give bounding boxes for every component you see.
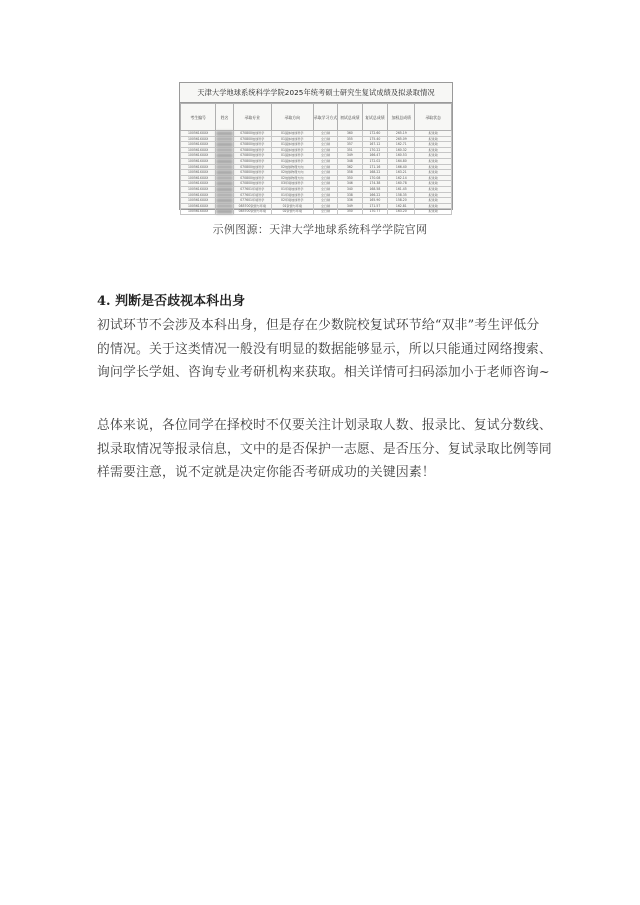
table-cell: 全日制	[313, 147, 337, 153]
table-cell: 170.22	[362, 147, 388, 153]
table-cell: 100561XXXX	[181, 186, 216, 192]
table-cell: 362	[338, 164, 362, 170]
table-cell: 336	[338, 198, 362, 204]
table-row	[181, 209, 452, 215]
table-cell: 100561XXXX	[181, 181, 216, 187]
table-cell: 070800地球科学	[233, 170, 271, 176]
table-cell: 100561XXXX	[181, 136, 216, 142]
blurred-name-cell	[216, 209, 234, 215]
table-cell: 070800地球科学	[233, 153, 271, 159]
table-header-row	[181, 104, 452, 131]
table-cell: 077601环境科学	[233, 198, 271, 204]
table-cell: 拟录取	[415, 203, 452, 209]
table-cell: 全日制	[313, 158, 337, 164]
table-cell: 349	[338, 203, 362, 209]
table-cell: 全日制	[313, 186, 337, 192]
table-cell: 357	[338, 142, 362, 148]
image-caption: 示例图源：天津大学地球系统科学学院官网	[212, 223, 428, 236]
table-cell: 166.22	[362, 192, 388, 198]
table-cell: 349	[338, 153, 362, 159]
table-cell: 070800地球科学	[233, 147, 271, 153]
table-cell: 170.08	[362, 175, 388, 181]
table-title: 天津大学地球系统科学学院2025年统考硕士研究生复试成绩及拟录取情况	[180, 83, 452, 103]
table-cell: 360	[338, 131, 362, 137]
table-cell: 077601环境科学	[233, 192, 271, 198]
table-cell: 100561XXXX	[181, 147, 216, 153]
table-cell: 02地球物理方向	[271, 164, 313, 170]
table-cell: 100561XXXX	[181, 203, 216, 209]
table-cell: 346	[338, 181, 362, 187]
table-cell: 161.45	[388, 186, 415, 192]
table-cell: 02地球物理方向	[271, 175, 313, 181]
table-cell: 拟录取	[415, 198, 452, 204]
table-cell: 03环境地球科学	[271, 181, 313, 187]
table-cell: 拟录取	[415, 181, 452, 187]
table-cell: 162.71	[388, 142, 415, 148]
table-cell: 拟录取	[415, 142, 452, 148]
table-cell: 拟录取	[415, 153, 452, 159]
table-cell: 拟录取	[415, 209, 452, 215]
table-cell: 全日制	[313, 153, 337, 159]
paragraph-line: 询问学长学姐、咨询专业考研机构来获取。相关详情可扫码添加小于老师咨询~	[97, 365, 550, 380]
table-cell: 全日制	[313, 192, 337, 198]
paragraph-1	[97, 314, 557, 385]
table-header-cell: 加权总成绩	[388, 104, 415, 131]
table-cell: 01环境地球科学	[271, 192, 313, 198]
table-cell: 163.20	[388, 209, 415, 215]
table-cell: 01固体地球科学	[271, 142, 313, 148]
table-cell: 100561XXXX	[181, 209, 216, 215]
table-header-cell: 录取方向	[271, 104, 313, 131]
table-cell: 全日制	[313, 181, 337, 187]
table-cell: 163.21	[388, 170, 415, 176]
table-cell: 355	[338, 136, 362, 142]
table-cell: 01固体地球科学	[271, 153, 313, 159]
table-header-cell: 录取状态	[415, 104, 452, 131]
table-header-cell: 复试总成绩	[362, 104, 388, 131]
table-cell: 070800地球科学	[233, 158, 271, 164]
table-cell: 100561XXXX	[181, 170, 216, 176]
table-cell: 167.12	[362, 142, 388, 148]
table-cell: 全日制	[313, 142, 337, 148]
table-cell: 拟录取	[415, 175, 452, 181]
table-header-cell: 姓名	[216, 104, 234, 131]
table-cell: 158.35	[388, 192, 415, 198]
table-cell: 拟录取	[415, 131, 452, 137]
table-cell: 085700资源与环境	[233, 203, 271, 209]
table-cell: 172.60	[362, 131, 388, 137]
table-cell: 02地球物理方向	[271, 170, 313, 176]
table-cell: 265.19	[388, 131, 415, 137]
table-cell: 172.02	[362, 158, 388, 164]
table-cell: 162.81	[388, 203, 415, 209]
table-header-cell: 录取专业	[233, 104, 271, 131]
table-cell: 166.40	[388, 164, 415, 170]
table-cell: 077601环境科学	[233, 186, 271, 192]
table-cell: 351	[338, 147, 362, 153]
table-cell: 070800地球科学	[233, 164, 271, 170]
table-cell: 100561XXXX	[181, 198, 216, 204]
table-cell: 全日制	[313, 203, 337, 209]
table-cell: 350	[338, 209, 362, 215]
table-cell: 全日制	[313, 198, 337, 204]
table-cell: 165.90	[362, 198, 388, 204]
table-cell: 100561XXXX	[181, 164, 216, 170]
paragraph-line: 拟录取情况等报录信息，文中的是否保护一志愿、是否压分、复试录取比例等同	[97, 441, 552, 457]
table-cell: 162.14	[388, 175, 415, 181]
table-cell: 01固体地球科学	[271, 147, 313, 153]
table-cell: 358	[338, 170, 362, 176]
table-cell: 拟录取	[415, 164, 452, 170]
table-cell: 01固体地球科学	[271, 158, 313, 164]
table-cell: 100561XXXX	[181, 192, 216, 198]
table-cell: 01固体地球科学	[271, 136, 313, 142]
table-cell: 170.77	[362, 209, 388, 215]
table-cell: 全日制	[313, 209, 337, 215]
table-cell: 174.38	[362, 181, 388, 187]
paragraph-line: 初试环节不会涉及本科出身，但是存在少数院校复试环节给“双非”考生评低分	[97, 318, 540, 333]
table-cell: 拟录取	[415, 136, 452, 142]
table-cell: 全日制	[313, 170, 337, 176]
table-cell: 168.22	[362, 170, 388, 176]
table-cell: 168.58	[362, 186, 388, 192]
table-cell: 160.32	[388, 147, 415, 153]
table-cell: 338	[338, 192, 362, 198]
admission-table	[180, 103, 452, 215]
table-cell: 070800地球科学	[233, 136, 271, 142]
table-cell: 171.57	[362, 203, 388, 209]
table-cell: 100561XXXX	[181, 142, 216, 148]
table-cell: 171.16	[362, 164, 388, 170]
table-cell: 01环境地球科学	[271, 186, 313, 192]
table-header-cell: 初试总成绩	[338, 104, 362, 131]
table-cell: 166.47	[362, 153, 388, 159]
table-cell: 070800地球科学	[233, 131, 271, 137]
table-cell: 全日制	[313, 136, 337, 142]
paragraph-line: 总体来说，各位同学在择校时不仅要关注计划录取人数、报录比、复试分数线、	[97, 418, 552, 433]
table-cell: 164.80	[388, 158, 415, 164]
table-cell: 全日制	[313, 131, 337, 137]
table-cell: 02环境地球科学	[271, 198, 313, 204]
table-cell: 070800地球科学	[233, 175, 271, 181]
table-header-cell: 录取学习方式	[313, 104, 337, 131]
table-cell: 01固体地球科学	[271, 131, 313, 137]
table-cell: 拟录取	[415, 192, 452, 198]
table-cell: 100561XXXX	[181, 153, 216, 159]
paragraph-2	[97, 414, 557, 485]
table-cell: 085700资源与环境	[233, 209, 271, 215]
table-cell: 340	[338, 186, 362, 192]
table-cell: 拟录取	[415, 158, 452, 164]
paragraph-line: 样需要注意，说不定就是决定你能否考研成功的关键因素！	[97, 465, 435, 480]
table-cell: 070800地球科学	[233, 181, 271, 187]
table-cell: 160.78	[388, 181, 415, 187]
table-cell: 175.40	[362, 136, 388, 142]
table-cell: 拟录取	[415, 170, 452, 176]
table-cell: 158.20	[388, 198, 415, 204]
paragraph-line: 的情况。关于这类情况一般没有明显的数据能够显示，所以只能通过网络搜索、	[97, 341, 552, 357]
table-cell: 350	[338, 175, 362, 181]
table-cell: 01资源与环境	[271, 203, 313, 209]
table-cell: 100561XXXX	[181, 158, 216, 164]
admission-table-image	[179, 82, 453, 214]
table-cell: 100561XXXX	[181, 175, 216, 181]
table-cell: 265.09	[388, 136, 415, 142]
table-cell: 全日制	[313, 164, 337, 170]
table-cell: 160.53	[388, 153, 415, 159]
table-cell: 拟录取	[415, 147, 452, 153]
section-heading: 4. 判断是否歧视本科出身	[97, 294, 246, 309]
table-header-cell: 考生编号	[181, 104, 216, 131]
table-cell: 拟录取	[415, 186, 452, 192]
table-cell: 100561XXXX	[181, 131, 216, 137]
table-cell: 070800地球科学	[233, 142, 271, 148]
table-cell: 全日制	[313, 175, 337, 181]
table-cell: 02资源与环境	[271, 209, 313, 215]
table-cell: 348	[338, 158, 362, 164]
